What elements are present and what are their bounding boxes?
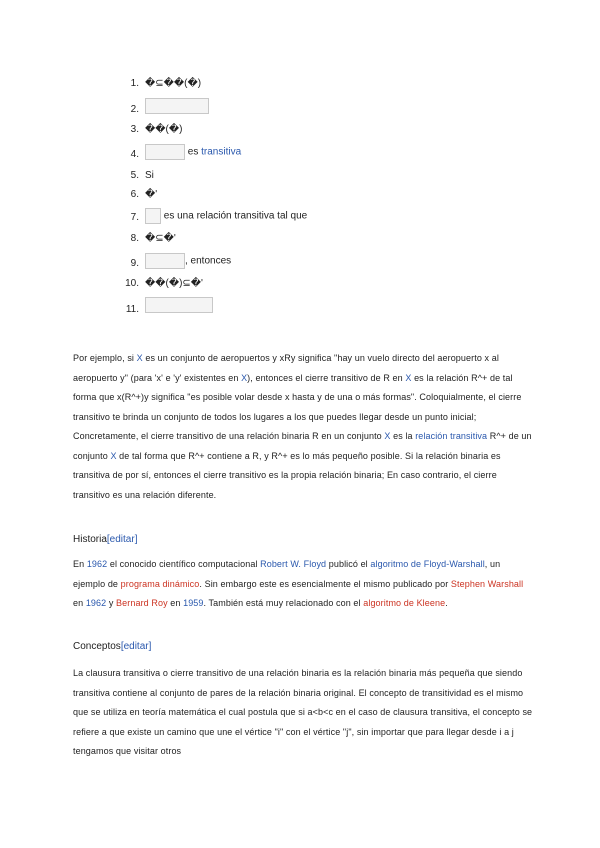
list-number: 2. [130,104,139,115]
list-item-text: �' [145,189,158,200]
text: En [73,559,87,569]
text: ), entonces el cierre transitivo de R en [247,372,406,383]
kleene-link[interactable]: algoritmo de Kleene [363,598,446,608]
list-number: 4. [130,149,139,160]
x-link[interactable]: X [110,450,117,461]
text: Por ejemplo, si [73,353,137,363]
list-number: 7. [130,212,139,223]
text: y [106,598,117,608]
x-link[interactable]: X [384,431,391,441]
relacion-transitiva-link[interactable]: relación transitiva [415,431,488,441]
text: en [73,598,86,608]
warshall-link[interactable]: Stephen Warshall [450,578,524,589]
list-item-text: es [187,146,199,158]
list-number: 5. [130,170,139,181]
list-number: 11. [125,304,139,315]
floyd-link[interactable]: Robert W. Floyd [260,559,327,569]
list-number: 3. [130,124,139,135]
year-link[interactable]: 1962 [86,559,108,569]
section-heading-historia [73,534,137,545]
text: en [167,598,184,608]
edit-link[interactable]: [editar] [120,641,152,652]
list-item-transitiva [145,144,241,160]
formula-image-placeholder [145,297,213,313]
list-item-text: , entonces [185,255,232,267]
formula-image-placeholder [145,98,209,114]
historia-paragraph [73,555,533,614]
list-item-entonces [145,253,231,269]
list-item-text: �⊆�' [145,233,176,244]
year-link[interactable]: 1962 [85,598,107,608]
text: . [445,598,448,608]
text: es un conjunto de aeropuertos y xRy significa "hay un vuelo directo del aeropuerto x al aeropuerto y" (para 'x' e 'y' existentes en [73,353,499,383]
text: es la relación R^+ de tal forma que x(R^+)y significa "es posible volar desde x hasta y de una o más formas". Coloquialmente, el cierre transitivo te brinda un conjunto de todos los lugares a los que puedes llegar desde un punto inicial; Concretamente, el cierre transitivo de una relación binaria R en un conjunto [73,372,522,441]
bernard-roy-link[interactable]: Bernard Roy [116,598,168,608]
text: , un ejemplo de [73,559,501,589]
list-item-relation [145,208,307,224]
list-item-text: ��(�)⊆�' [145,278,203,289]
list-item-text: Si [145,170,154,181]
text: de tal forma que R^+ contiene a R, y R^+ es lo más pequeño posible. Si la relación binaria es transitiva de por sí, entonces el cierre transitivo es la propia relación binaria; En caso contrario, el cierre transitivo es una relación diferente. [73,450,501,500]
text: R^+ de un conjunto [73,431,532,461]
text: . Sin embargo este es esencialmente el mismo publicado por [199,578,451,589]
text: el conocido científico computacional [107,559,261,569]
transitiva-link[interactable]: transitiva [201,146,242,158]
floyd-warshall-link[interactable]: algoritmo de Floyd-Warshall [370,559,485,569]
text: publicó el [326,559,371,569]
list-item-text: �⊆��(�) [145,78,202,89]
year-link[interactable]: 1959 [183,598,204,608]
x-link[interactable]: X [405,372,412,383]
text: es la [390,431,416,441]
heading-text: Historia [73,534,107,545]
list-number: 9. [130,258,139,269]
x-link[interactable]: X [241,372,248,383]
x-link[interactable]: X [136,353,143,363]
section-heading-conceptos [73,641,151,652]
list-item-text: ��(�) [145,124,183,135]
list-item-text: es una relación transitiva tal que [163,210,308,222]
text: . También está muy relacionado con el [203,598,364,608]
list-number: 1. [130,78,139,89]
intro-paragraph [73,349,533,505]
list-number: 6. [130,189,139,200]
list-number: 10. [125,278,139,289]
conceptos-paragraph: La clausura transitiva o cierre transitivo de una relación binaria es la relación binaria más pequeña que siendo transitiva contiene al conjunto de pares de la relación binaria original. El concepto de transitividad es el mismo que se utiliza en teoría matemática el cual postula que si a<b<c en el caso de clausura transitiva, el concepto se refiere a que existe un camino que une el vértice "i" con el vértice "j", sin importar que para llegar desde i a j tengamos que visitar otros [73,668,533,756]
heading-text: Conceptos [73,641,121,652]
edit-link[interactable]: [editar] [106,534,138,545]
programa-dinamico-link[interactable]: programa dinámico [120,578,200,589]
list-number: 8. [130,233,139,244]
